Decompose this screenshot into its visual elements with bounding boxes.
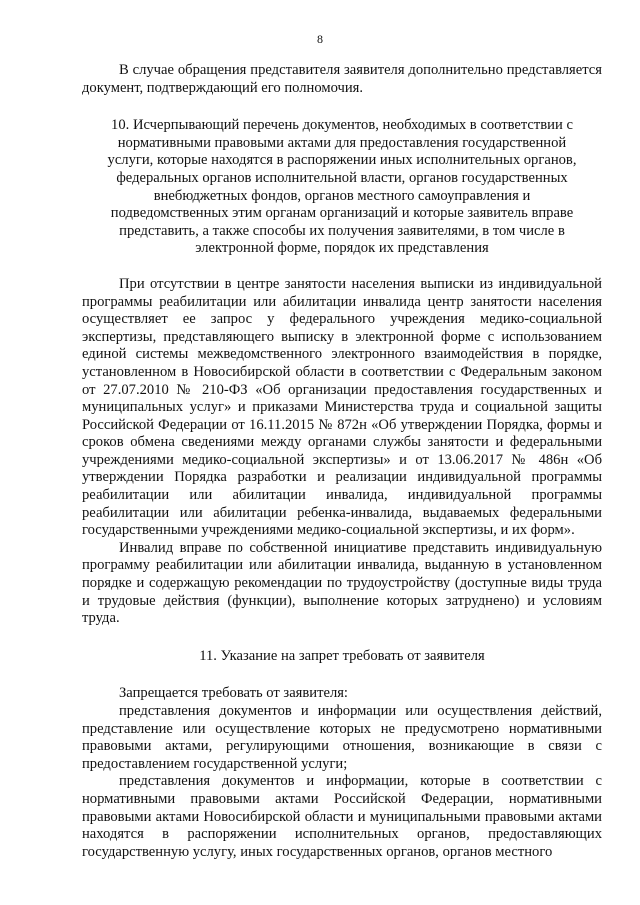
section-heading-11: 11. Указание на запрет требовать от заявителя xyxy=(199,647,485,664)
page-number: 8 xyxy=(317,32,323,46)
section-heading-10: 10. Исчерпывающий перечень документов, необходимых в соответствии с нормативными правовыми актами для предоставления государственной услуги, которые находятся в распоряжении иных исполнительных органов, федеральных органов исполнительной власти, органов государственных внебюджетных фондов, органов местного самоуправления и подведомственных этим органам организаций и которые заявитель вправе представить, а также способы их получения заявителями, в том числе в электронной форме, порядок их представления xyxy=(107,117,577,257)
paragraph-prohibited-item-1: представления документов и информации или осуществления действий, представление или осуществление которых не предусмотрено нормативными правовыми актами, регулирующими отношения, возникающие в связи с предоставлением государственной услуги; xyxy=(82,703,602,772)
paragraph-prohibited-item-2: представления документов и информации, которые в соответствии с нормативными правовыми актами Российской Федерации, нормативными правовыми актами Новосибирской области и муниципальными правовыми актами находятся в распоряжении исполнительных органов, предоставляющих государственную услугу, иных государственных органов, органов местного xyxy=(82,773,602,860)
paragraph-representative: В случае обращения представителя заявителя дополнительно представляется документ, подтверждающий его полномочия. xyxy=(82,62,602,96)
paragraph-extract-request: При отсутствии в центре занятости населения выписки из индивидуальной программы реабилитации или абилитации инвалида центр занятости населения осуществляет ее запрос у федерального учреждения медико-социальной экспертизы, представляющего выписку в электронной форме с использованием единой системы межведомственного электронного взаимодействия в порядке, установленном в Новосибирской области в соответствии с Федеральным законом от 27.07.2010 № 210-ФЗ «Об организации предоставления государственных и муниципальных услуг» и приказами Министерства труда и социальной защиты Российской Федерации от 16.11.2015 № 872н «Об утверждении Порядка, формы и сроков обмена сведениями между органами службы занятости и федеральными учреждениями медико-социальной экспертизы» и от 13.06.2017 № 486н «Об утверждении Порядка разработки и реализации индивидуальной программы реабилитации или абилитации инвалида, индивидуальной программы реабилитации или абилитации ребенка-инвалида, выдаваемых федеральными государственными учреждениями медико-социальной экспертизы, и их форм». xyxy=(82,275,602,539)
paragraph-prohibited: Запрещается требовать от заявителя: xyxy=(119,685,348,702)
paragraph-own-initiative: Инвалид вправе по собственной инициативе представить индивидуальную программу реабилитации или абилитации инвалида, выданную в установленном порядке и содержащую рекомендации по трудоустройству (доступные виды труда и трудовые действия (функции), выполнение которых затруднено) и условиям труда. xyxy=(82,539,602,627)
document-body xyxy=(82,62,602,861)
